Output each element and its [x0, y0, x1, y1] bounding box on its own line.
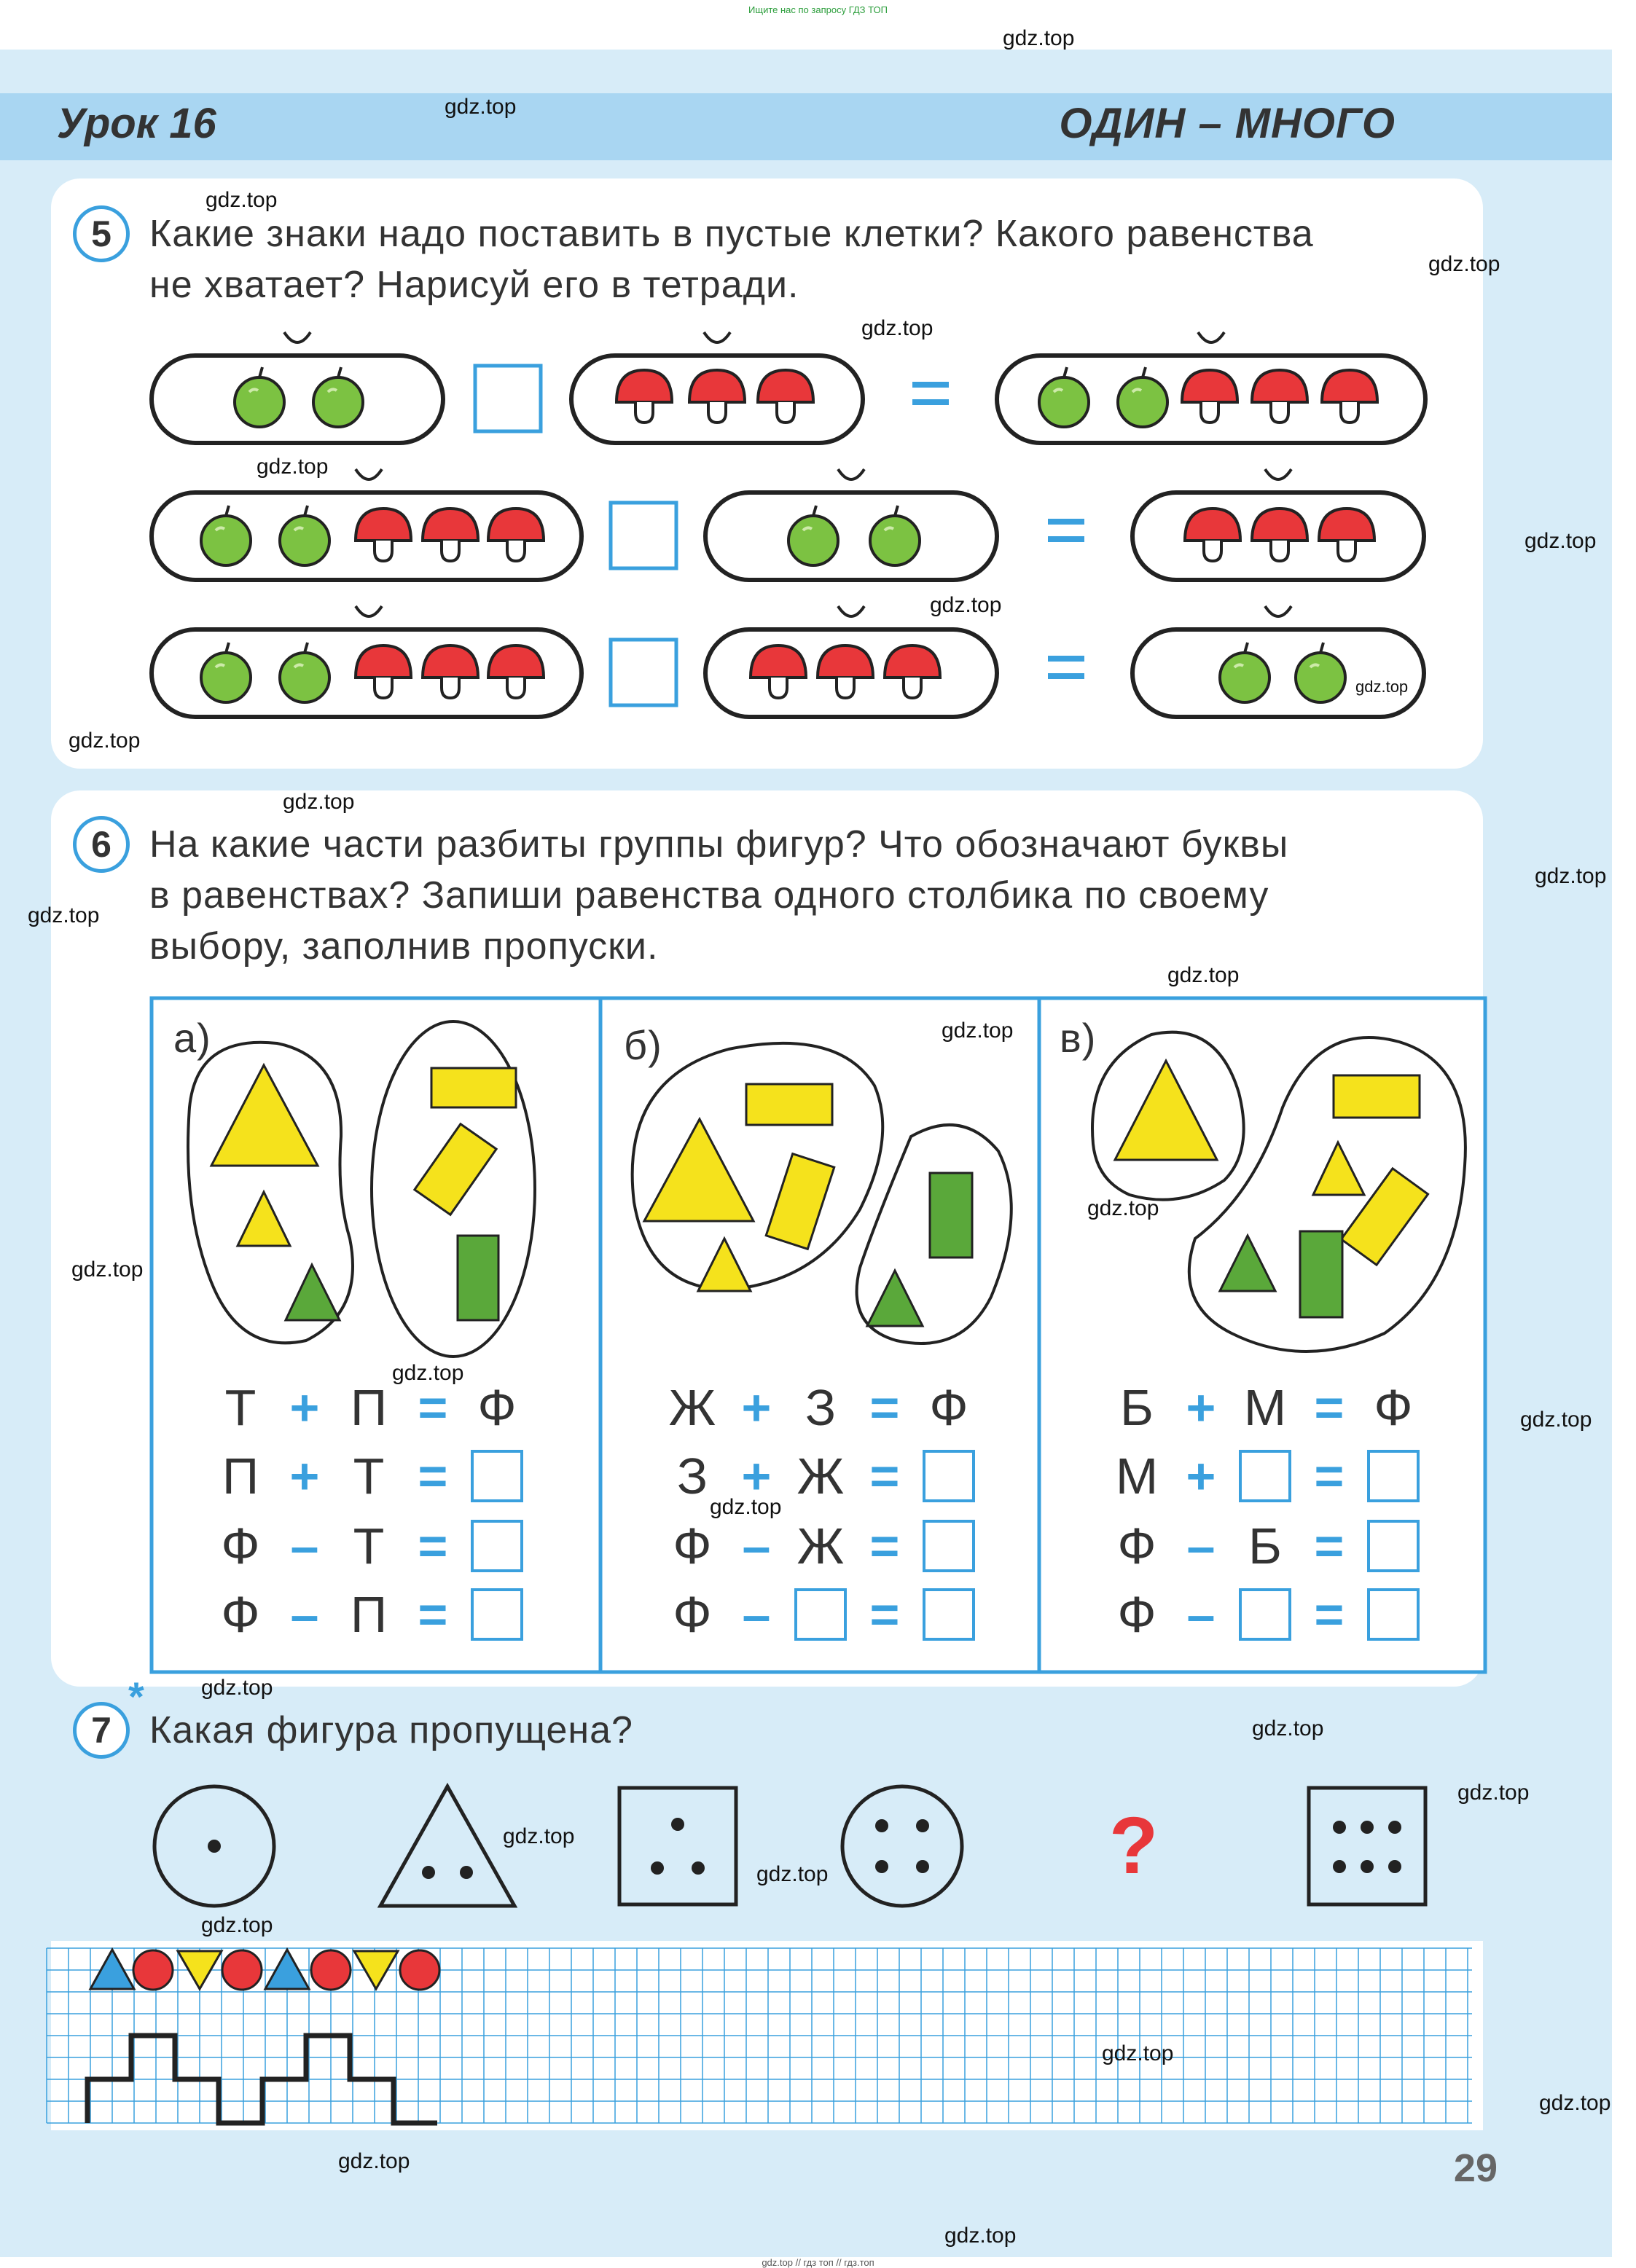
watermark: gdz.top	[201, 1676, 273, 1700]
watermark: gdz.top	[756, 1862, 829, 1886]
column-c-label: в)	[1060, 1015, 1097, 1061]
equation-operator: –	[742, 1518, 771, 1574]
watermark: gdz.top	[1525, 529, 1597, 553]
equation-letter: З	[805, 1379, 837, 1436]
equation-operator: +	[741, 1448, 772, 1504]
task6-text-line3: выбору, заполнив пропуски.	[149, 925, 659, 968]
equation-letter: Т	[353, 1518, 385, 1574]
task5-text-line1: Какие знаки надо поставить в пустые клетки? Какого равенства	[149, 213, 1314, 255]
equation-operator: +	[1186, 1448, 1216, 1504]
equation-letter: П	[222, 1448, 259, 1504]
watermark: gdz.top	[257, 455, 329, 479]
watermark: gdz.top	[1102, 2041, 1174, 2065]
equation-operator: =	[869, 1586, 900, 1643]
equation-letter: Ж	[668, 1379, 716, 1436]
column-b-label: б)	[624, 1022, 662, 1068]
task6-text-line2: в равенствах? Запиши равенства одного столбика по своему	[149, 874, 1269, 917]
watermark: gdz.top	[28, 903, 100, 927]
equation-letter: П	[350, 1586, 388, 1643]
watermark: gdz.top	[1003, 26, 1075, 50]
watermark: gdz.top	[71, 1257, 144, 1282]
task5-text-line2: не хватает? Нарисуй его в тетради.	[149, 264, 799, 306]
watermark: gdz.top	[861, 316, 934, 340]
equation-operator: =	[418, 1379, 448, 1436]
column-a-label: а)	[173, 1015, 211, 1061]
watermark: gdz.top	[1535, 864, 1607, 888]
equation-operator: =	[1314, 1586, 1345, 1643]
equation-operator: =	[1314, 1379, 1345, 1436]
watermark: gdz.top	[1167, 963, 1240, 987]
equation-letter: М	[1115, 1448, 1159, 1504]
watermark: gdz.top	[283, 790, 355, 814]
top-note: Ищите нас по запросу ГДЗ ТОП	[748, 4, 888, 15]
watermark: gdz.top	[1539, 2091, 1611, 2115]
watermark: gdz.top	[201, 1913, 273, 1937]
equation-letter: П	[350, 1379, 388, 1436]
equation-operator: +	[741, 1379, 772, 1436]
equation-letter: Ф	[1374, 1379, 1413, 1436]
equation-operator: =	[869, 1518, 900, 1574]
watermark: gdz.top	[503, 1824, 575, 1848]
watermark: gdz.top	[392, 1361, 464, 1385]
lesson-title: Урок 16	[57, 100, 216, 147]
watermark: gdz.top	[1457, 1781, 1530, 1805]
watermark: gdz.top	[1520, 1408, 1592, 1432]
equation-letter: Т	[224, 1379, 257, 1436]
equation-letter: Ф	[673, 1586, 712, 1643]
equation-operator: +	[289, 1448, 320, 1504]
watermark: gdz.top	[338, 2149, 410, 2173]
equation-operator: –	[1186, 1586, 1216, 1643]
equation-letter: Б	[1248, 1518, 1282, 1574]
watermark: gdz.top	[1428, 252, 1500, 276]
task6-number: 6	[73, 816, 130, 873]
equation-operator: =	[1314, 1448, 1345, 1504]
page-number: 29	[1453, 2146, 1498, 2190]
watermark: gdz.top	[1087, 1196, 1159, 1220]
equation-letter: Ф	[673, 1518, 712, 1574]
watermark: gdz.top	[710, 1495, 782, 1519]
equation-operator: =	[418, 1448, 448, 1504]
equation-operator: –	[1186, 1518, 1216, 1574]
watermark: gdz.top	[206, 188, 278, 212]
topic-title: ОДИН – МНОГО	[1059, 100, 1396, 147]
watermark: gdz.top	[1355, 678, 1409, 696]
task7-number: 7	[73, 1702, 130, 1759]
equation-letter: Ж	[797, 1518, 845, 1574]
equation-operator: =	[418, 1518, 448, 1574]
equation-operator: +	[1186, 1379, 1216, 1436]
equation-operator: =	[418, 1586, 448, 1643]
task7-question: Какая фигура пропущена?	[149, 1709, 633, 1751]
task7-star: *	[128, 1673, 144, 1719]
missing-figure-question-mark: ?	[1109, 1801, 1159, 1891]
equation-letter: Ф	[929, 1379, 968, 1436]
equation-letter: Ж	[797, 1448, 845, 1504]
equation-letter: Ф	[477, 1379, 517, 1436]
equation-operator: =	[869, 1448, 900, 1504]
equation-operator: –	[742, 1586, 771, 1643]
watermark: gdz.top	[942, 1019, 1014, 1043]
equation-operator: –	[290, 1586, 319, 1643]
watermark: gdz.top	[930, 593, 1002, 617]
equation-operator: =	[869, 1379, 900, 1436]
equation-letter: Ф	[221, 1586, 260, 1643]
watermark: gdz.top	[445, 95, 517, 119]
watermark: gdz.top	[944, 2224, 1017, 2248]
equation-letter: З	[676, 1448, 708, 1504]
equation-operator: =	[1314, 1518, 1345, 1574]
equation-operator: –	[290, 1518, 319, 1574]
watermark: gdz.top	[69, 729, 141, 753]
equation-letter: Ф	[1117, 1586, 1156, 1643]
equation-letter: Ф	[1117, 1518, 1156, 1574]
equation-letter: Т	[353, 1448, 385, 1504]
task6-text-line1: На какие части разбиты группы фигур? Что обозначают буквы	[149, 823, 1289, 866]
equation-operator: +	[289, 1379, 320, 1436]
task5-number: 5	[73, 205, 130, 262]
equation-letter: Ф	[221, 1518, 260, 1574]
bottom-note: gdz.top // гдз топ // гдз.топ	[762, 2257, 874, 2268]
equation-letter: Б	[1120, 1379, 1154, 1436]
equation-letter: М	[1243, 1379, 1287, 1436]
watermark: gdz.top	[1252, 1716, 1324, 1741]
